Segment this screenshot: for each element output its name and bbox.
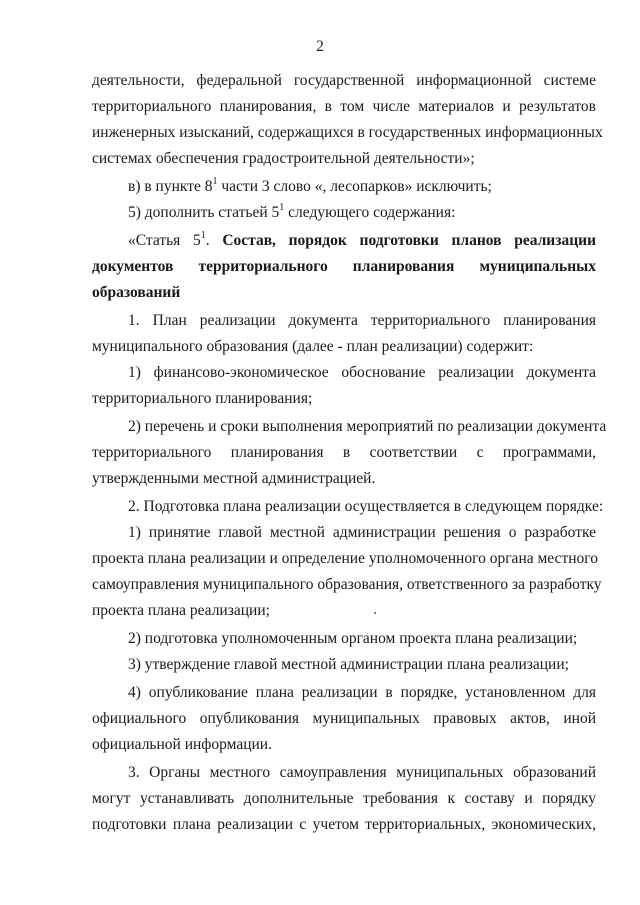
- text-line: 3) утверждение главой местной администрации плана реализации;: [128, 656, 569, 673]
- text-line: 2) перечень и сроки выполнения мероприятий по реализации документа: [128, 418, 607, 435]
- text-line: 4) опубликование плана реализации в порядке, установленном для: [128, 684, 596, 701]
- superscript: 1: [212, 175, 218, 187]
- scan-speck: [374, 612, 376, 614]
- text-line: самоуправления муниципального образования, ответственного за разработку: [92, 576, 602, 593]
- text-line: территориального планирования в соответствии с программами,: [92, 444, 596, 461]
- text-line: 1. План реализации документа территориального планирования: [128, 312, 596, 329]
- text-line: [128, 200, 596, 226]
- text-segment: части 3 слово «, лесопарков» исключить;: [217, 178, 492, 195]
- text-line: утвержденными местной администрацией.: [92, 470, 376, 487]
- text-line: подготовки плана реализации с учетом территориальных, экономических,: [92, 816, 596, 833]
- text-line: территориального планирования;: [92, 390, 313, 407]
- text-line: официальной информации.: [92, 736, 272, 753]
- text-line: муниципального образования (далее - план реализации) содержит:: [92, 338, 534, 355]
- text-line: могут устанавливать дополнительные требования к составу и порядку: [92, 790, 596, 807]
- article-heading-line: [128, 228, 596, 254]
- text-line: инженерных изысканий, содержащихся в государственных информационных: [92, 124, 603, 141]
- text-line: официального опубликования муниципальных правовых актов, иной: [92, 710, 596, 727]
- text-line: 1) финансово-экономическое обоснование реализации документа: [128, 364, 596, 381]
- text-segment: 5) дополнить статьей 5: [128, 204, 280, 221]
- text-line: 2. Подготовка плана реализации осуществляется в следующем порядке:: [128, 498, 604, 515]
- superscript: 1: [279, 201, 285, 213]
- article-title-line: документов территориального планирования муниципальных: [92, 258, 596, 275]
- article-title: Состав, порядок подготовки планов реализации: [222, 232, 596, 249]
- text-line: системах обеспечения градостроительной деятельности»;: [92, 150, 475, 167]
- text-line: проекта плана реализации;: [92, 602, 270, 619]
- text-line: проекта плана реализации и определение уполномоченного органа местного: [92, 550, 598, 567]
- text-segment: в) в пункте 8: [128, 178, 213, 195]
- text-line: 1) принятие главой местной администрации решения о разработке: [128, 524, 596, 541]
- text-line: 3. Органы местного самоуправления муниципальных образований: [128, 764, 596, 781]
- article-title-line: образований: [92, 284, 181, 301]
- text-segment: следующего содержания:: [284, 204, 456, 221]
- text-segment: «Статья 5: [128, 232, 201, 249]
- text-segment: .: [205, 232, 223, 249]
- text-line: деятельности, федеральной государственной информационной системе: [92, 72, 596, 89]
- text-line: 2) подготовка уполномоченным органом проекта плана реализации;: [128, 630, 578, 647]
- text-line: территориального планирования, в том числе материалов и результатов: [92, 98, 596, 115]
- page-number: 2: [316, 38, 324, 55]
- superscript: 1: [200, 229, 206, 241]
- text-line: [128, 174, 596, 200]
